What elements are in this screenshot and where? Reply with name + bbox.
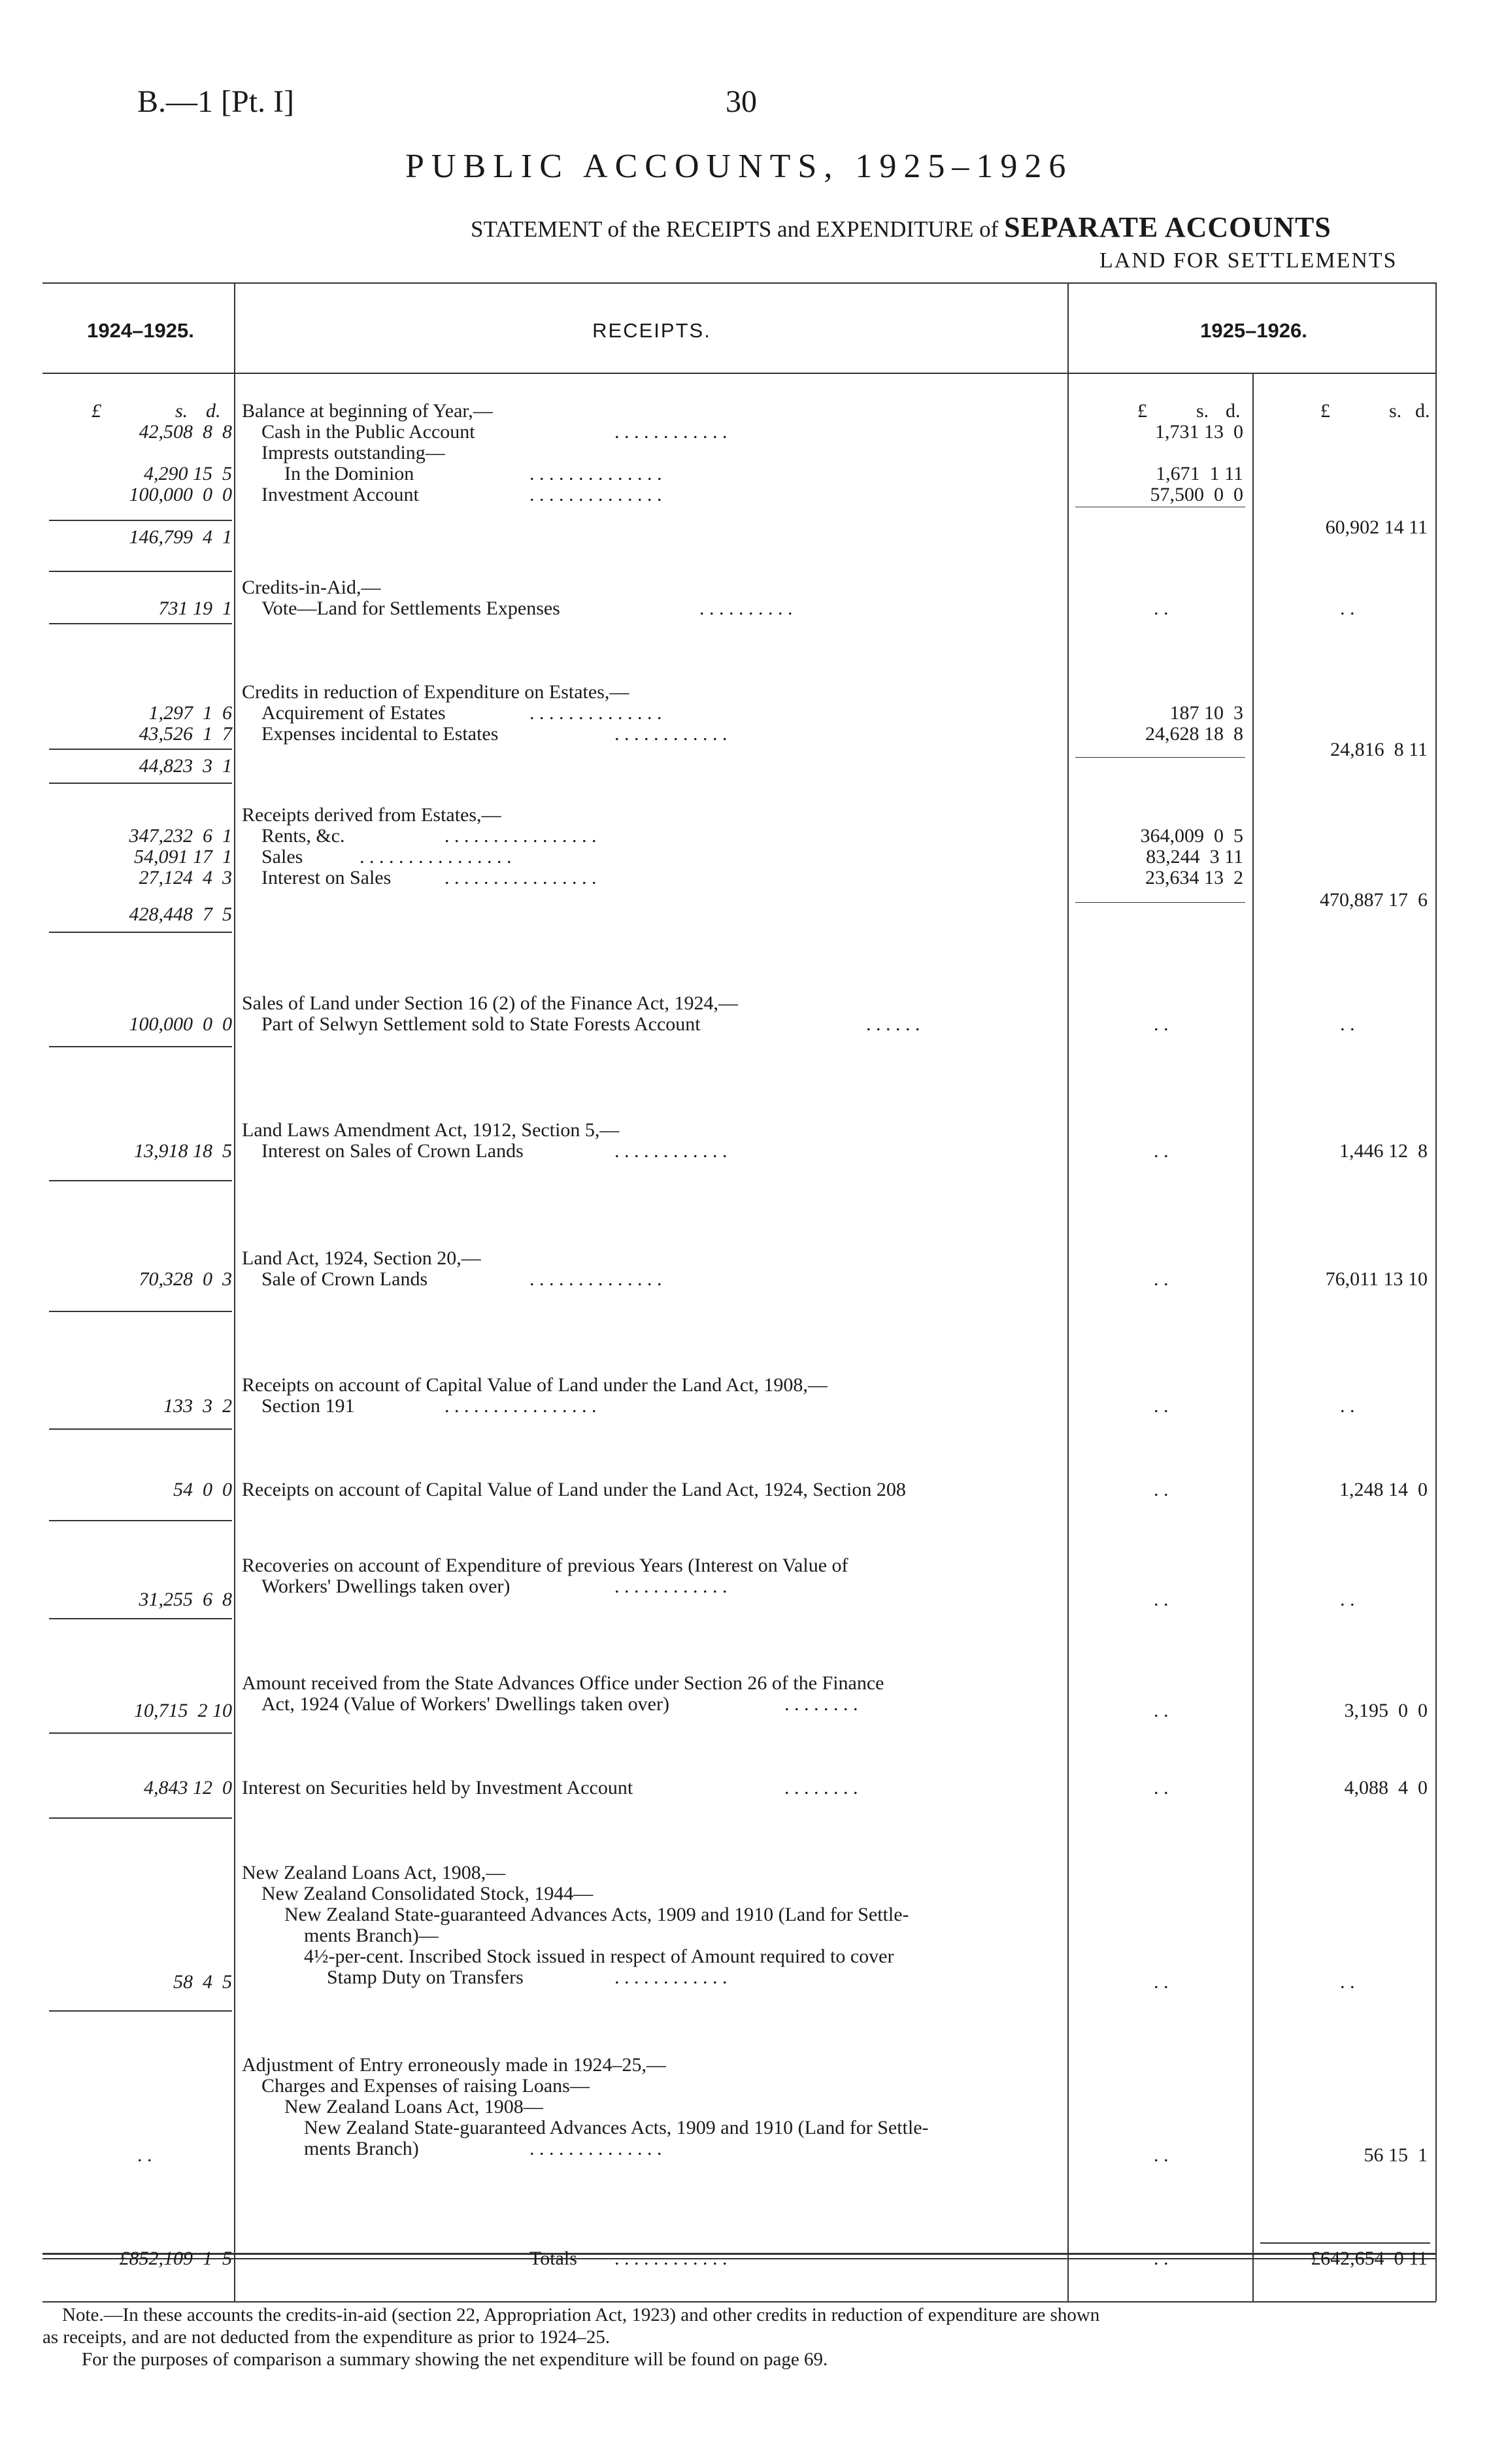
leader-dots: . .: [1340, 1589, 1355, 1610]
credits-reduction-total-prev: 44,823 3 1: [139, 755, 232, 777]
land-laws-line1: Land Laws Amendment Act, 1912, Section 5,—: [242, 1119, 620, 1141]
state-advances-prev: 10,715 2 10: [134, 1700, 232, 1721]
interest-on-sales-prev: 27,124 4 3: [139, 867, 232, 888]
estates-receipts-total-prev: 428,448 7 5: [129, 903, 232, 925]
balance-imprests-label: Imprests outstanding—: [261, 442, 445, 464]
loans-act-line1: New Zealand Loans Act, 1908,—: [242, 1862, 506, 1883]
interest-on-sales-label: Interest on Sales: [261, 867, 392, 888]
balance-cash-curr: 1,731 13 0: [1155, 421, 1243, 443]
estates-receipts-title: Receipts derived from Estates,—: [242, 804, 501, 826]
adjustment-line4: New Zealand State-guaranteed Advances Acts, 1909 and 1910 (Land for Settle-: [304, 2117, 929, 2138]
leader-dots: . .: [1154, 1777, 1169, 1798]
expenses-incidental-prev: 43,526 1 7: [139, 723, 232, 745]
land-act-curr: 76,011 13 10: [1325, 1268, 1428, 1290]
subtitle-bold: SEPARATE ACCOUNTS: [1004, 211, 1332, 243]
leader-dots: . . . . . . . . . . . .: [614, 723, 728, 745]
leader-dots: . . . . . . . . . . . . . . . .: [360, 846, 512, 868]
balance-dominion-prev: 4,290 15 5: [144, 463, 232, 484]
leader-dots: . . . . . . . . . . . . . . . .: [444, 1395, 597, 1417]
total-pound-header: £: [1320, 400, 1330, 422]
finance-act-prev: 100,000 0 0: [129, 1013, 232, 1035]
credits-in-aid-prev: 731 19 1: [158, 598, 232, 619]
loans-act-line5: 4½-per-cent. Inscribed Stock issued in respect of Amount required to cover: [304, 1946, 894, 1967]
adjustment-curr: 56 15 1: [1364, 2144, 1428, 2166]
leader-dots: . . . . . . . . . . . .: [614, 1140, 728, 1162]
credits-in-aid-line: Vote—Land for Settlements Expenses: [261, 598, 560, 619]
interest-securities-prev: 4,843 12 0: [144, 1777, 232, 1798]
state-advances-line1: Amount received from the State Advances Office under Section 26 of the Finance: [242, 1672, 884, 1694]
prev-shilling-header: s.: [175, 400, 188, 422]
curr-shilling-header: s.: [1196, 400, 1209, 422]
recoveries-prev: 31,255 6 8: [139, 1589, 232, 1610]
rents-prev: 347,232 6 1: [129, 825, 232, 847]
recoveries-line2: Workers' Dwellings taken over): [261, 1576, 511, 1597]
prev-pence-header: d.: [206, 400, 221, 422]
interest-on-sales-curr: 23,634 13 2: [1145, 867, 1243, 888]
expenses-incidental-label: Expenses incidental to Estates: [261, 723, 499, 745]
finance-act-line2: Part of Selwyn Settlement sold to State Forests Account: [261, 1013, 701, 1035]
leader-dots: . . . . . . . . . . . .: [614, 1576, 728, 1597]
balance-investment-label: Investment Account: [261, 484, 419, 505]
leader-dots: . .: [1340, 1971, 1355, 1993]
leader-dots: . .: [1154, 1140, 1169, 1162]
interest-securities-line1: Interest on Securities held by Investment Account: [242, 1777, 633, 1798]
loans-act-line4: ments Branch)—: [304, 1925, 439, 1946]
leader-dots: . . . . . . . . . . . . . . . .: [444, 867, 597, 888]
note-line-2: as receipts, and are not deducted from the expenditure as prior to 1924–25.: [42, 2327, 611, 2348]
curr-pence-header: d.: [1226, 400, 1241, 422]
document-reference: B.—1 [Pt. I]: [137, 84, 294, 119]
capital-1924-line1: Receipts on account of Capital Value of Land under the Land Act, 1924, Section 208: [242, 1479, 906, 1500]
column-header-receipts: RECEIPTS.: [592, 319, 711, 342]
acquirement-prev: 1,297 1 6: [148, 702, 232, 724]
sales-curr: 83,244 3 11: [1146, 846, 1243, 868]
leader-dots: . .: [1154, 1395, 1169, 1417]
credits-reduction-title: Credits in reduction of Expenditure on Estates,—: [242, 681, 629, 703]
land-laws-curr: 1,446 12 8: [1339, 1140, 1428, 1162]
page-number: 30: [726, 84, 757, 119]
acquirement-curr: 187 10 3: [1169, 702, 1243, 724]
balance-total-curr: 60,902 14 11: [1325, 516, 1428, 538]
leader-dots: . . . . . . . . . . . . . .: [529, 2138, 662, 2159]
capital-1924-curr: 1,248 14 0: [1339, 1479, 1428, 1500]
loans-act-line2: New Zealand Consolidated Stock, 1944—: [261, 1883, 594, 1904]
leader-dots: . .: [1154, 2248, 1169, 2269]
leader-dots: . .: [1154, 1700, 1169, 1721]
balance-dominion-curr: 1,671 1 11: [1156, 463, 1243, 484]
expenses-incidental-curr: 24,628 18 8: [1145, 723, 1243, 745]
adjustment-line2: Charges and Expenses of raising Loans—: [261, 2075, 590, 2097]
land-act-line2: Sale of Crown Lands: [261, 1268, 428, 1290]
adjustment-line1: Adjustment of Entry erroneously made in 1924–25,—: [242, 2054, 667, 2076]
statement-subtitle: [471, 211, 1332, 244]
sales-label: Sales: [261, 846, 303, 868]
estates-receipts-total-curr: 470,887 17 6: [1320, 889, 1428, 911]
leader-dots: . . . . . . . . . . . . . . . .: [444, 825, 597, 847]
leader-dots: . .: [1154, 1971, 1169, 1993]
balance-title: Balance at beginning of Year,—: [242, 400, 493, 422]
note-line-3: For the purposes of comparison a summary showing the net expenditure will be found on page 69.: [82, 2349, 828, 2370]
totals-prev: £852,109 1 5: [119, 2248, 232, 2269]
totals-label: Totals: [529, 2248, 577, 2269]
land-laws-line2: Interest on Sales of Crown Lands: [261, 1140, 524, 1162]
recoveries-line1: Recoveries on account of Expenditure of previous Years (Interest on Value of: [242, 1555, 848, 1576]
leader-dots: . .: [1340, 1395, 1355, 1417]
leader-dots: . . . . . . . . . . . .: [614, 421, 728, 443]
totals-curr: £642,654 0 11: [1311, 2248, 1428, 2269]
loans-act-prev: 58 4 5: [173, 1971, 232, 1993]
capital-1924-prev: 54 0 0: [173, 1479, 232, 1500]
adjustment-line5: ments Branch): [304, 2138, 419, 2159]
column-header-1925-1926: 1925–1926.: [1200, 319, 1307, 342]
leader-dots: . .: [1154, 1013, 1169, 1035]
rents-label: Rents, &c.: [261, 825, 345, 847]
leader-dots: . . . . . . . . . . . . . .: [529, 463, 662, 484]
leader-dots: . . . . . . . . . . . . . .: [529, 702, 662, 724]
balance-investment-prev: 100,000 0 0: [129, 484, 232, 505]
leader-dots: . . . . . .: [866, 1013, 920, 1035]
leader-dots: . .: [1340, 598, 1355, 619]
leader-dots: . .: [137, 2144, 152, 2166]
section-title: LAND FOR SETTLEMENTS: [1099, 248, 1398, 273]
state-advances-curr: 3,195 0 0: [1344, 1700, 1428, 1721]
land-act-line1: Land Act, 1924, Section 20,—: [242, 1247, 481, 1269]
state-advances-line2: Act, 1924 (Value of Workers' Dwellings taken over): [261, 1693, 669, 1715]
total-shilling-header: s.: [1389, 400, 1402, 422]
leader-dots: . .: [1340, 1013, 1355, 1035]
land-laws-prev: 13,918 18 5: [134, 1140, 232, 1162]
capital-1908-line2: Section 191: [261, 1395, 355, 1417]
subtitle-prefix: STATEMENT of the RECEIPTS and EXPENDITURE of: [471, 216, 999, 242]
interest-securities-curr: 4,088 4 0: [1344, 1777, 1428, 1798]
leader-dots: . .: [1154, 1479, 1169, 1500]
prev-pound-header: £: [92, 400, 101, 422]
capital-1908-line1: Receipts on account of Capital Value of Land under the Land Act, 1908,—: [242, 1374, 828, 1396]
leader-dots: . . . . . . . . . . . . . .: [529, 1268, 662, 1290]
credits-in-aid-title: Credits-in-Aid,—: [242, 577, 381, 598]
sales-prev: 54,091 17 1: [134, 846, 232, 868]
page-title: PUBLIC ACCOUNTS, 1925–1926: [405, 148, 1073, 185]
balance-cash-prev: 42,508 8 8: [139, 421, 232, 443]
land-act-prev: 70,328 0 3: [139, 1268, 232, 1290]
leader-dots: . .: [1154, 1268, 1169, 1290]
leader-dots: . . . . . . . . . .: [699, 598, 793, 619]
finance-act-line1: Sales of Land under Section 16 (2) of the Finance Act, 1924,—: [242, 992, 738, 1014]
leader-dots: . . . . . . . . . . . .: [614, 2248, 728, 2269]
balance-dominion-label: In the Dominion: [284, 463, 414, 484]
balance-cash-label: Cash in the Public Account: [261, 421, 475, 443]
leader-dots: . . . . . . . . . . . . . .: [529, 484, 662, 505]
column-header-1924-1925: 1924–1925.: [87, 319, 194, 342]
acquirement-label: Acquirement of Estates: [261, 702, 446, 724]
total-pence-header: d.: [1415, 400, 1430, 422]
leader-dots: . . . . . . . . . . . .: [614, 1966, 728, 1988]
adjustment-line3: New Zealand Loans Act, 1908—: [284, 2096, 543, 2118]
loans-act-line3: New Zealand State-guaranteed Advances Acts, 1909 and 1910 (Land for Settle-: [284, 1904, 909, 1925]
balance-investment-curr: 57,500 0 0: [1150, 484, 1243, 505]
rents-curr: 364,009 0 5: [1140, 825, 1243, 847]
leader-dots: . . . . . . . .: [784, 1777, 858, 1798]
curr-pound-header: £: [1137, 400, 1147, 422]
leader-dots: . .: [1154, 2144, 1169, 2166]
leader-dots: . .: [1154, 1589, 1169, 1610]
loans-act-line6: Stamp Duty on Transfers: [327, 1966, 524, 1988]
credits-reduction-total-curr: 24,816 8 11: [1330, 739, 1428, 760]
leader-dots: . . . . . . . .: [784, 1693, 858, 1715]
leader-dots: . .: [1154, 598, 1169, 619]
capital-1908-prev: 133 3 2: [163, 1395, 232, 1417]
note-line-1: Note.—In these accounts the credits-in-aid (section 22, Appropriation Act, 1923) and other credits in reduction of expenditure are shown: [62, 2304, 1100, 2325]
balance-total-prev: 146,799 4 1: [129, 526, 232, 548]
